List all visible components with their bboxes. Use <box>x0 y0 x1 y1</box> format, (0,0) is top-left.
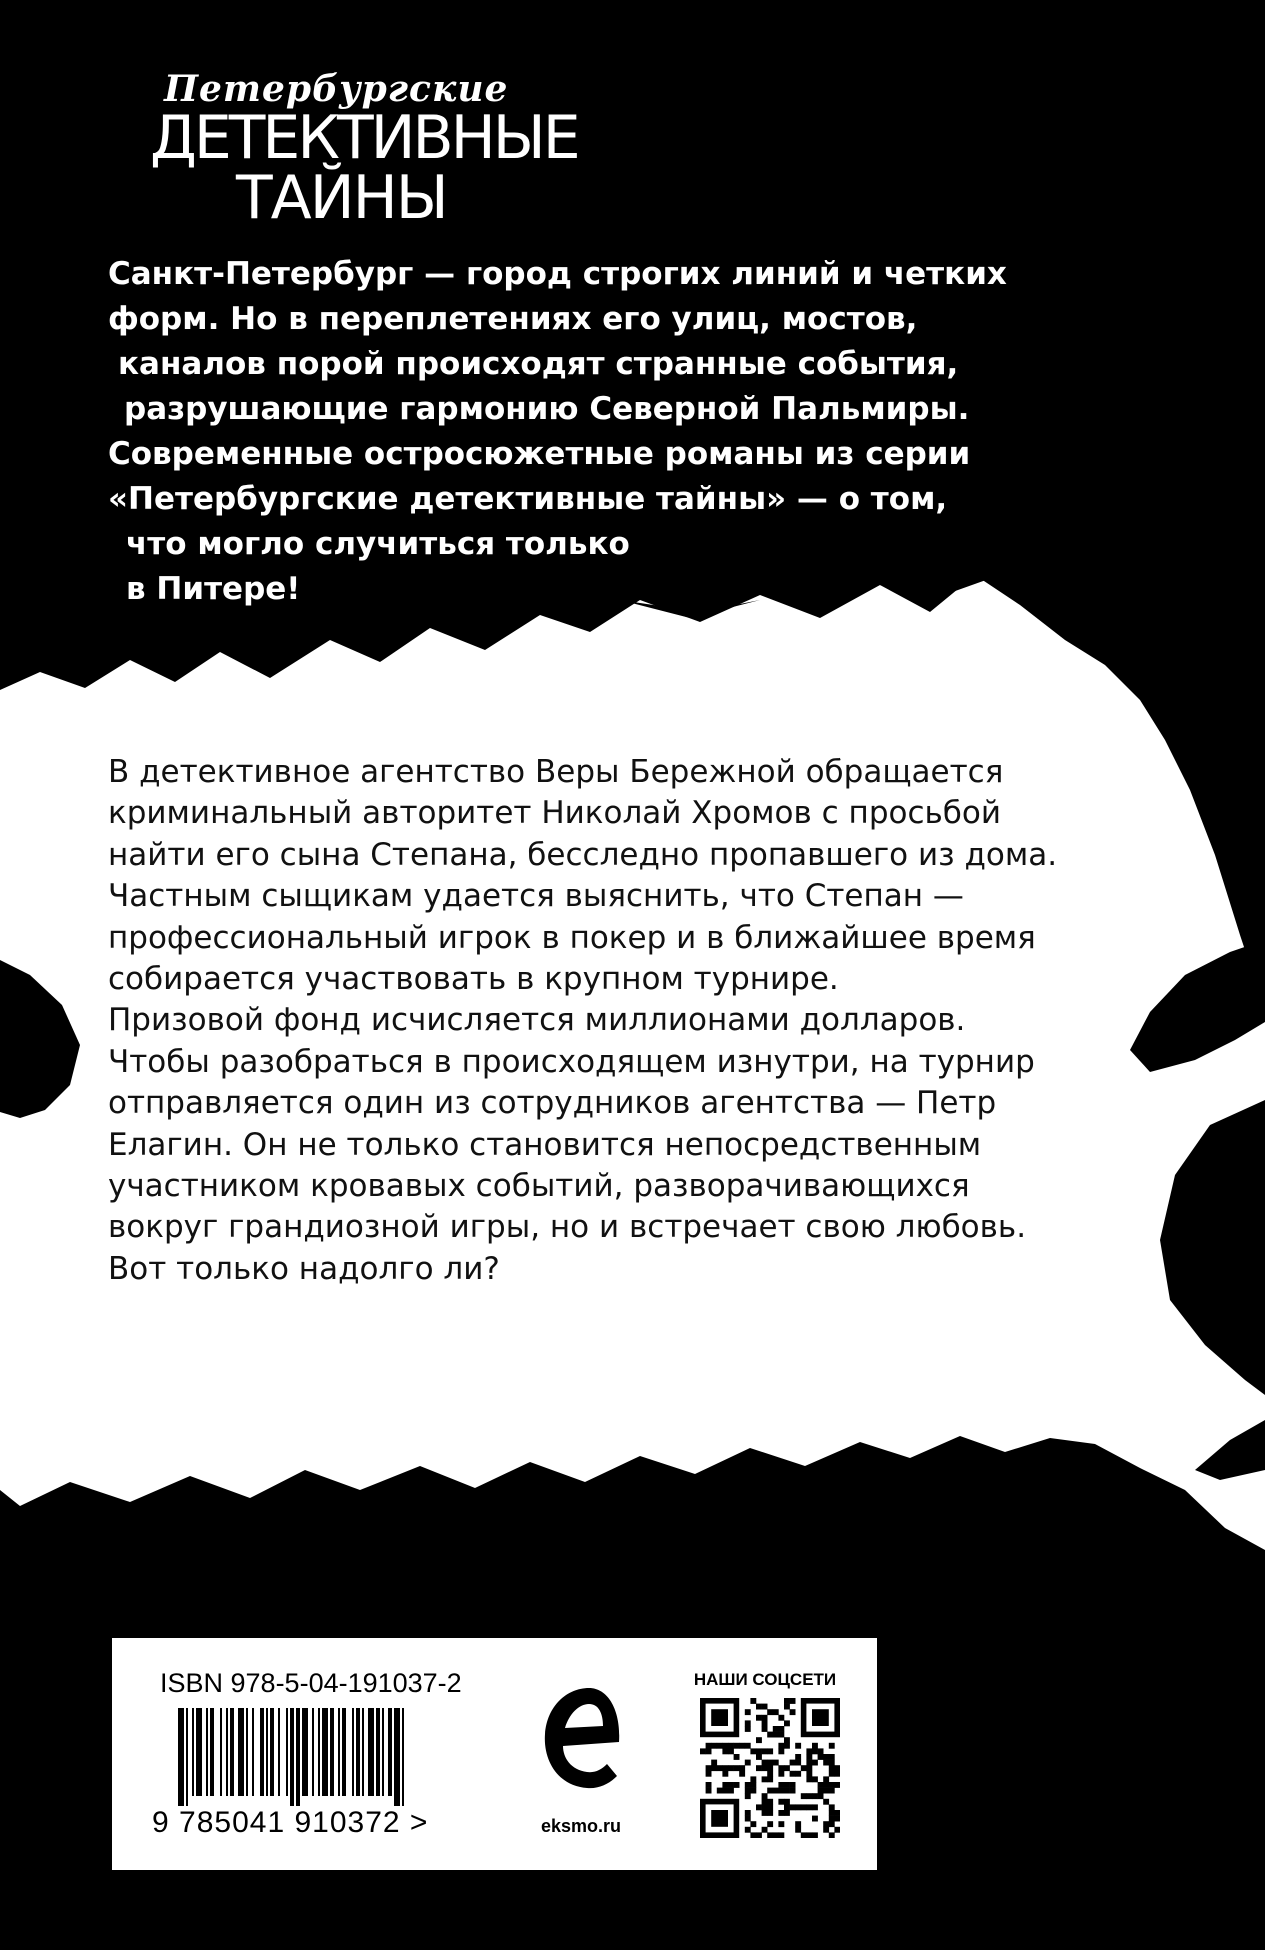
annotation-line: Елагин. Он не только становится непосредственным <box>108 1126 982 1163</box>
barcode-digits: 9 785041 910372 > <box>152 1806 429 1839</box>
annotation-line: собирается участвовать в крупном турнире. <box>108 961 839 998</box>
annotation-line: отправляется один из сотрудников агентства — Петр <box>108 1085 997 1122</box>
series-blurb-line: «Петербургские детективные тайны» — о том, <box>108 481 948 517</box>
publisher-url: eksmo.ru <box>540 1816 622 1836</box>
annotation-line: В детективное агентство Веры Бережной обращается <box>108 754 1004 790</box>
eksmo-logo-icon <box>537 1684 625 1809</box>
annotation-line: вокруг грандиозной игры, но и встречает свою любовь. <box>108 1209 1027 1246</box>
annotation-line: криминальный авторитет Николай Хромов с просьбой <box>108 795 1002 832</box>
isbn-number: ISBN 978-5-04-191037-2 <box>160 1668 462 1698</box>
annotation-line: профессиональный игрок в покер и в ближайшее время <box>108 919 1036 956</box>
isbn-info-panel <box>112 1638 877 1870</box>
annotation-line: участником кровавых событий, разворачивающихся <box>108 1168 970 1205</box>
series-blurb-line: Современные остросюжетные романы из серии <box>108 436 971 472</box>
series-blurb-line: форм. Но в переплетениях его улиц, мостов, <box>108 301 918 337</box>
series-logo-line-detective: ДЕТЕКТИВНЫЕ <box>150 103 578 173</box>
book-annotation <box>108 752 1118 1290</box>
annotation-line: Чтобы разобраться в происходящем изнутри, на турнир <box>108 1043 1035 1080</box>
series-blurb <box>108 252 1118 612</box>
series-blurb-line: что могло случиться только <box>126 526 630 562</box>
qr-code-icon <box>700 1698 840 1838</box>
series-blurb-line: каналов порой происходят странные события, <box>118 346 959 382</box>
annotation-line: Частным сыщикам удается выяснить, что Степан — <box>108 878 964 915</box>
series-logo-line-mysteries: ТАЙНЫ <box>236 163 447 233</box>
annotation-line: найти его сына Степана, бесследно пропавшего из дома. <box>108 836 1058 873</box>
series-blurb-line: в Питере! <box>126 571 301 607</box>
annotation-line: Вот только надолго ли? <box>108 1250 500 1287</box>
annotation-line: Призовой фонд исчисляется миллионами долларов. <box>108 1002 966 1039</box>
social-networks-label: НАШИ СОЦСЕТИ <box>693 1670 837 1689</box>
series-logo <box>150 68 578 238</box>
barcode-icon <box>178 1708 478 1806</box>
series-logo-script-line: Петербургские <box>164 68 509 110</box>
series-blurb-line: Санкт-Петербург — город строгих линий и четких <box>108 256 1007 292</box>
series-blurb-line: разрушающие гармонию Северной Пальмиры. <box>124 391 970 427</box>
